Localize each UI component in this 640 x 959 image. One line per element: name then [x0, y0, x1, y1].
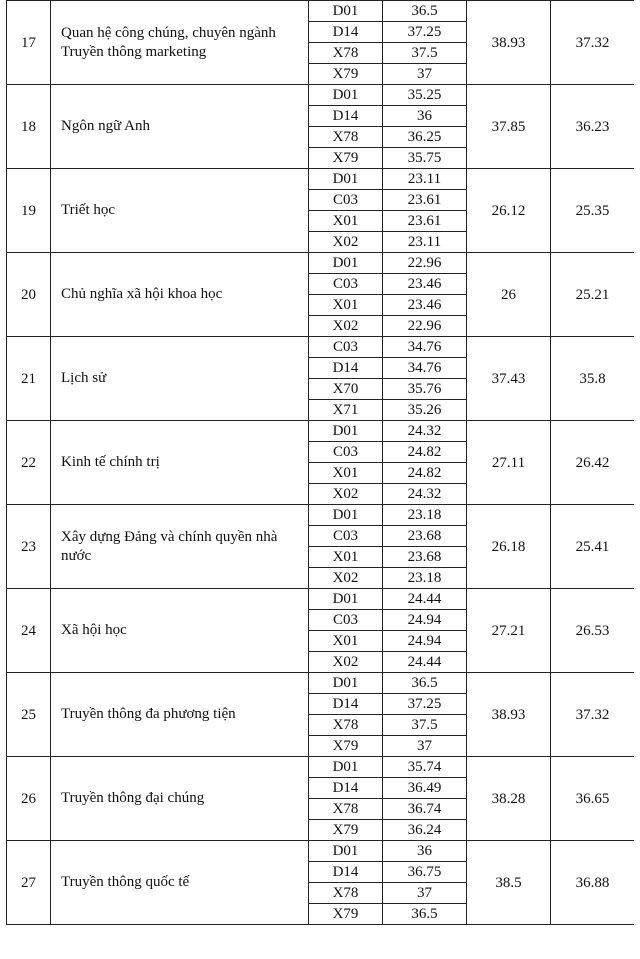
row-number: 22 [7, 421, 51, 505]
score-b: 37.32 [551, 673, 635, 757]
table-row [7, 673, 635, 694]
combo-score: 37.25 [383, 694, 467, 715]
subject-combo-code: D14 [309, 22, 383, 43]
subject-combo-code: C03 [309, 274, 383, 295]
major-name: Quan hệ công chúng, chuyên ngành Truyền thông marketing [51, 1, 309, 85]
subject-combo-code: X02 [309, 232, 383, 253]
subject-combo-code: X79 [309, 820, 383, 841]
combo-score: 24.94 [383, 631, 467, 652]
score-a: 38.93 [467, 673, 551, 757]
subject-combo-code: X02 [309, 484, 383, 505]
score-a: 26.18 [467, 505, 551, 589]
score-b: 36.23 [551, 85, 635, 169]
combo-score: 36.74 [383, 799, 467, 820]
combo-score: 36.24 [383, 820, 467, 841]
score-b: 37.32 [551, 1, 635, 85]
score-a: 38.5 [467, 841, 551, 925]
table-row [7, 421, 635, 442]
subject-combo-code: D01 [309, 505, 383, 526]
subject-combo-code: X02 [309, 316, 383, 337]
combo-score: 35.26 [383, 400, 467, 421]
combo-score: 23.11 [383, 232, 467, 253]
table-row [7, 1, 635, 22]
combo-score: 36.5 [383, 673, 467, 694]
subject-combo-code: C03 [309, 442, 383, 463]
subject-combo-code: C03 [309, 337, 383, 358]
admission-score-sheet [6, 0, 634, 959]
score-a: 38.28 [467, 757, 551, 841]
table-row [7, 841, 635, 862]
score-b: 25.21 [551, 253, 635, 337]
subject-combo-code: X78 [309, 43, 383, 64]
subject-combo-code: C03 [309, 190, 383, 211]
subject-combo-code: D01 [309, 1, 383, 22]
combo-score: 37.25 [383, 22, 467, 43]
score-a: 37.43 [467, 337, 551, 421]
row-number: 27 [7, 841, 51, 925]
table-row [7, 85, 635, 106]
subject-combo-code: X02 [309, 652, 383, 673]
subject-combo-code: X01 [309, 295, 383, 316]
combo-score: 35.74 [383, 757, 467, 778]
subject-combo-code: D14 [309, 106, 383, 127]
score-b: 36.65 [551, 757, 635, 841]
score-b: 35.8 [551, 337, 635, 421]
combo-score: 34.76 [383, 358, 467, 379]
combo-score: 23.46 [383, 274, 467, 295]
subject-combo-code: X02 [309, 568, 383, 589]
combo-score: 23.61 [383, 211, 467, 232]
subject-combo-code: X79 [309, 148, 383, 169]
major-name: Chủ nghĩa xã hội khoa học [51, 253, 309, 337]
subject-combo-code: C03 [309, 526, 383, 547]
subject-combo-code: C03 [309, 610, 383, 631]
combo-score: 36 [383, 841, 467, 862]
combo-score: 34.76 [383, 337, 467, 358]
combo-score: 24.94 [383, 610, 467, 631]
score-a: 27.21 [467, 589, 551, 673]
table-body [7, 1, 635, 925]
major-name: Truyền thông đại chúng [51, 757, 309, 841]
admission-score-table [6, 0, 634, 925]
combo-score: 35.76 [383, 379, 467, 400]
major-name: Truyền thông quốc tế [51, 841, 309, 925]
score-b: 25.41 [551, 505, 635, 589]
score-a: 26 [467, 253, 551, 337]
combo-score: 23.11 [383, 169, 467, 190]
combo-score: 24.44 [383, 652, 467, 673]
subject-combo-code: D14 [309, 694, 383, 715]
combo-score: 23.68 [383, 547, 467, 568]
row-number: 17 [7, 1, 51, 85]
subject-combo-code: X78 [309, 127, 383, 148]
score-a: 38.93 [467, 1, 551, 85]
subject-combo-code: D01 [309, 841, 383, 862]
subject-combo-code: X79 [309, 904, 383, 925]
combo-score: 37 [383, 64, 467, 85]
row-number: 26 [7, 757, 51, 841]
subject-combo-code: X70 [309, 379, 383, 400]
combo-score: 36.5 [383, 1, 467, 22]
subject-combo-code: D01 [309, 673, 383, 694]
row-number: 24 [7, 589, 51, 673]
table-row [7, 169, 635, 190]
subject-combo-code: X71 [309, 400, 383, 421]
major-name: Triết học [51, 169, 309, 253]
subject-combo-code: D01 [309, 589, 383, 610]
combo-score: 24.32 [383, 421, 467, 442]
combo-score: 24.82 [383, 463, 467, 484]
subject-combo-code: X01 [309, 547, 383, 568]
combo-score: 23.18 [383, 568, 467, 589]
table-row [7, 253, 635, 274]
score-b: 25.35 [551, 169, 635, 253]
combo-score: 37.5 [383, 43, 467, 64]
combo-score: 23.18 [383, 505, 467, 526]
combo-score: 36.49 [383, 778, 467, 799]
combo-score: 36.25 [383, 127, 467, 148]
subject-combo-code: X78 [309, 715, 383, 736]
subject-combo-code: X01 [309, 631, 383, 652]
table-row [7, 589, 635, 610]
combo-score: 23.61 [383, 190, 467, 211]
subject-combo-code: X78 [309, 799, 383, 820]
subject-combo-code: D01 [309, 757, 383, 778]
combo-score: 35.75 [383, 148, 467, 169]
subject-combo-code: D01 [309, 169, 383, 190]
score-a: 26.12 [467, 169, 551, 253]
subject-combo-code: X79 [309, 64, 383, 85]
major-name: Ngôn ngữ Anh [51, 85, 309, 169]
major-name: Truyền thông đa phương tiện [51, 673, 309, 757]
row-number: 23 [7, 505, 51, 589]
row-number: 18 [7, 85, 51, 169]
subject-combo-code: D14 [309, 358, 383, 379]
combo-score: 37 [383, 736, 467, 757]
subject-combo-code: D14 [309, 862, 383, 883]
table-row [7, 337, 635, 358]
score-a: 37.85 [467, 85, 551, 169]
table-row [7, 757, 635, 778]
subject-combo-code: D01 [309, 421, 383, 442]
combo-score: 37 [383, 883, 467, 904]
combo-score: 23.46 [383, 295, 467, 316]
subject-combo-code: X79 [309, 736, 383, 757]
subject-combo-code: D01 [309, 253, 383, 274]
row-number: 19 [7, 169, 51, 253]
combo-score: 24.32 [383, 484, 467, 505]
combo-score: 36 [383, 106, 467, 127]
score-b: 26.42 [551, 421, 635, 505]
score-b: 36.88 [551, 841, 635, 925]
combo-score: 22.96 [383, 316, 467, 337]
table-row [7, 505, 635, 526]
combo-score: 36.5 [383, 904, 467, 925]
subject-combo-code: X01 [309, 211, 383, 232]
subject-combo-code: D01 [309, 85, 383, 106]
combo-score: 37.5 [383, 715, 467, 736]
major-name: Lịch sử [51, 337, 309, 421]
combo-score: 22.96 [383, 253, 467, 274]
combo-score: 35.25 [383, 85, 467, 106]
subject-combo-code: D14 [309, 778, 383, 799]
row-number: 21 [7, 337, 51, 421]
row-number: 20 [7, 253, 51, 337]
major-name: Xây dựng Đảng và chính quyền nhà nước [51, 505, 309, 589]
score-b: 26.53 [551, 589, 635, 673]
row-number: 25 [7, 673, 51, 757]
combo-score: 23.68 [383, 526, 467, 547]
combo-score: 36.75 [383, 862, 467, 883]
score-a: 27.11 [467, 421, 551, 505]
combo-score: 24.44 [383, 589, 467, 610]
major-name: Xã hội học [51, 589, 309, 673]
subject-combo-code: X78 [309, 883, 383, 904]
major-name: Kinh tế chính trị [51, 421, 309, 505]
combo-score: 24.82 [383, 442, 467, 463]
subject-combo-code: X01 [309, 463, 383, 484]
